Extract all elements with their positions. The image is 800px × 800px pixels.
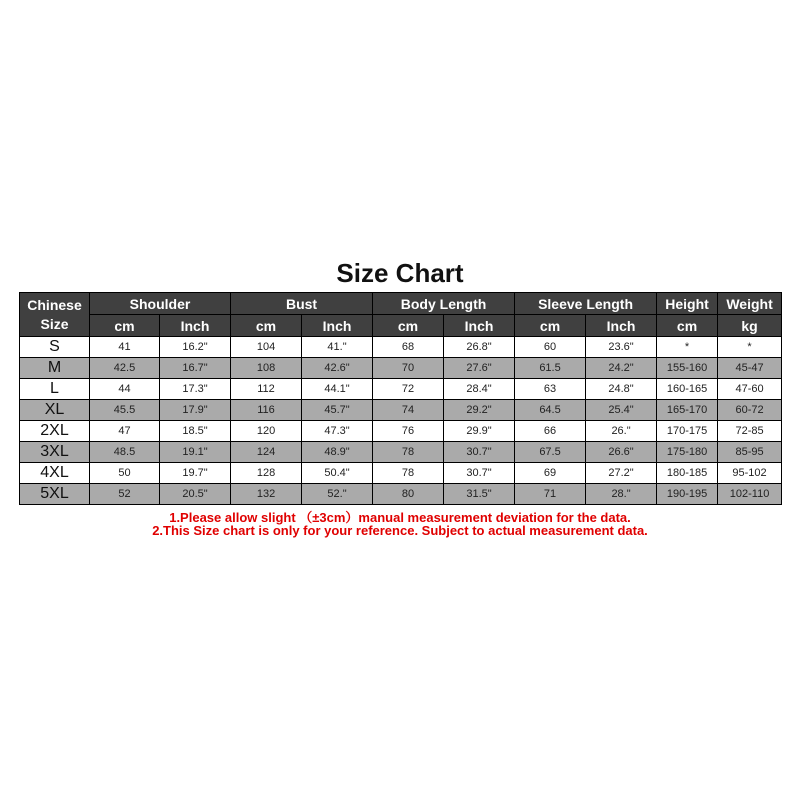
table-cell: 17.3"	[160, 379, 231, 400]
table-cell: 31.5"	[444, 484, 515, 505]
table-row	[20, 442, 782, 463]
header-body-length: Body Length	[373, 293, 515, 315]
table-cell: 72	[373, 379, 444, 400]
table-cell: 80	[373, 484, 444, 505]
table-cell: 175-180	[657, 442, 718, 463]
table-cell: 76	[373, 421, 444, 442]
table-cell: 165-170	[657, 400, 718, 421]
table-cell: 44.1"	[302, 379, 373, 400]
table-cell: 69	[515, 463, 586, 484]
table-cell: 41."	[302, 337, 373, 358]
note-measurement-deviation: 1.Please allow slight （±3cm）manual measurement deviation for the data.	[169, 510, 631, 525]
table-cell: 63	[515, 379, 586, 400]
table-cell: 60-72	[718, 400, 782, 421]
table-cell: 52."	[302, 484, 373, 505]
table-cell: 45.5	[90, 400, 160, 421]
header-chinese-label: Chinese	[27, 296, 82, 313]
table-cell: 19.7"	[160, 463, 231, 484]
table-cell: 26."	[586, 421, 657, 442]
table-row	[20, 421, 782, 442]
table-cell: 42.5	[90, 358, 160, 379]
table-cell: 190-195	[657, 484, 718, 505]
table-cell: 18.5"	[160, 421, 231, 442]
table-cell: 85-95	[718, 442, 782, 463]
size-cell: 4XL	[20, 463, 90, 484]
table-cell: 170-175	[657, 421, 718, 442]
table-cell: 29.9"	[444, 421, 515, 442]
unit-bust-cm: cm	[231, 315, 302, 337]
table-cell: 44	[90, 379, 160, 400]
table-cell: 24.8"	[586, 379, 657, 400]
table-row	[20, 463, 782, 484]
table-cell: 132	[231, 484, 302, 505]
table-cell: 128	[231, 463, 302, 484]
table-cell: 78	[373, 463, 444, 484]
table-cell: 102-110	[718, 484, 782, 505]
table-cell: 61.5	[515, 358, 586, 379]
unit-sleeve-length-inch: Inch	[586, 315, 657, 337]
size-cell: 3XL	[20, 442, 90, 463]
table-row	[20, 358, 782, 379]
table-cell: 72-85	[718, 421, 782, 442]
unit-bust-inch: Inch	[302, 315, 373, 337]
note-reference-only: 2.This Size chart is only for your reference. Subject to actual measurement data.	[152, 523, 648, 538]
table-cell: 116	[231, 400, 302, 421]
table-cell: 48.5	[90, 442, 160, 463]
table-cell: 70	[373, 358, 444, 379]
table-cell: *	[657, 337, 718, 358]
table-cell: 71	[515, 484, 586, 505]
table-cell: 27.2"	[586, 463, 657, 484]
table-cell: 19.1"	[160, 442, 231, 463]
table-cell: 30.7"	[444, 463, 515, 484]
table-cell: 155-160	[657, 358, 718, 379]
table-cell: 74	[373, 400, 444, 421]
table-cell: 16.7"	[160, 358, 231, 379]
size-cell: 2XL	[20, 421, 90, 442]
size-chart-table	[19, 292, 782, 505]
table-cell: 28."	[586, 484, 657, 505]
table-cell: 24.2"	[586, 358, 657, 379]
table-cell: 17.9"	[160, 400, 231, 421]
table-row	[20, 400, 782, 421]
table-cell: 26.6"	[586, 442, 657, 463]
unit-body-length-cm: cm	[373, 315, 444, 337]
table-cell: 112	[231, 379, 302, 400]
table-cell: 45.7"	[302, 400, 373, 421]
table-cell: 26.8"	[444, 337, 515, 358]
header-height: Height	[657, 293, 718, 315]
table-row	[20, 484, 782, 505]
table-cell: 95-102	[718, 463, 782, 484]
table-row	[20, 379, 782, 400]
table-cell: 42.6"	[302, 358, 373, 379]
table-cell: 47-60	[718, 379, 782, 400]
table-cell: 52	[90, 484, 160, 505]
table-cell: 30.7"	[444, 442, 515, 463]
table-cell: 67.5	[515, 442, 586, 463]
table-cell: 28.4"	[444, 379, 515, 400]
table-cell: 180-185	[657, 463, 718, 484]
size-cell: 5XL	[20, 484, 90, 505]
unit-sleeve-length-cm: cm	[515, 315, 586, 337]
table-cell: 60	[515, 337, 586, 358]
table-cell: 78	[373, 442, 444, 463]
table-cell: 45-47	[718, 358, 782, 379]
unit-weight-kg: kg	[718, 315, 782, 337]
table-cell: 41	[90, 337, 160, 358]
table-cell: 108	[231, 358, 302, 379]
table-cell: 68	[373, 337, 444, 358]
table-cell: *	[718, 337, 782, 358]
size-cell: XL	[20, 400, 90, 421]
unit-height-cm: cm	[657, 315, 718, 337]
table-cell: 50.4"	[302, 463, 373, 484]
table-cell: 20.5"	[160, 484, 231, 505]
unit-shoulder-cm: cm	[90, 315, 160, 337]
header-shoulder: Shoulder	[90, 293, 231, 315]
unit-body-length-inch: Inch	[444, 315, 515, 337]
table-cell: 23.6"	[586, 337, 657, 358]
table-cell: 120	[231, 421, 302, 442]
table-cell: 29.2"	[444, 400, 515, 421]
table-cell: 25.4"	[586, 400, 657, 421]
size-cell: S	[20, 337, 90, 358]
size-cell: M	[20, 358, 90, 379]
table-cell: 64.5	[515, 400, 586, 421]
table-cell: 66	[515, 421, 586, 442]
table-cell: 48.9"	[302, 442, 373, 463]
unit-shoulder-inch: Inch	[160, 315, 231, 337]
table-cell: 124	[231, 442, 302, 463]
header-sleeve-length: Sleeve Length	[515, 293, 657, 315]
table-cell: 47	[90, 421, 160, 442]
table-cell: 160-165	[657, 379, 718, 400]
header-bust: Bust	[231, 293, 373, 315]
header-chinese-size	[20, 293, 90, 337]
table-row	[20, 337, 782, 358]
table-cell: 16.2"	[160, 337, 231, 358]
table-cell: 50	[90, 463, 160, 484]
table-cell: 47.3"	[302, 421, 373, 442]
header-size-label: Size	[40, 315, 69, 332]
size-cell: L	[20, 379, 90, 400]
size-chart-title: Size Chart	[336, 258, 464, 288]
table-cell: 27.6"	[444, 358, 515, 379]
table-cell: 104	[231, 337, 302, 358]
header-weight: Weight	[718, 293, 782, 315]
